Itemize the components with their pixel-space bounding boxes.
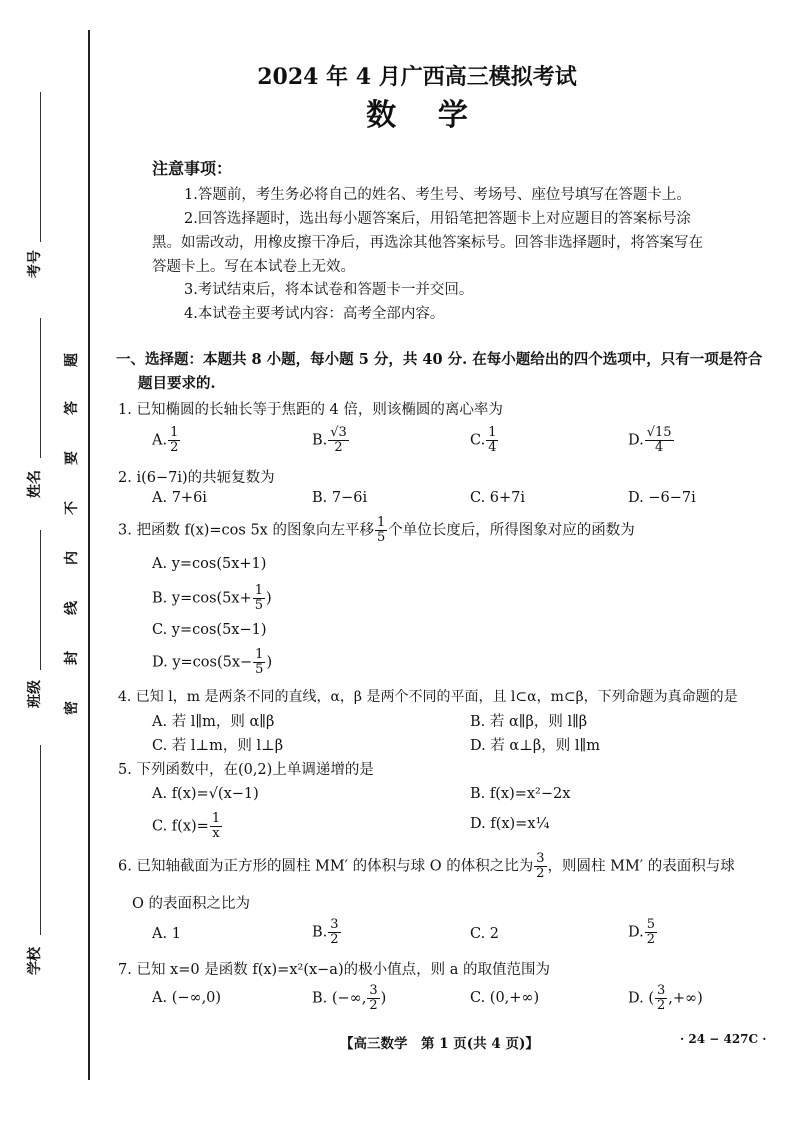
seal-char: 内: [64, 551, 80, 565]
banji-label: 班级: [27, 680, 43, 708]
note-item: 答题卡上。写在本试卷上无效。: [152, 259, 355, 275]
frac-den: 2: [646, 932, 655, 947]
frac-num: 3: [330, 917, 339, 932]
q7-option-b: [312, 984, 386, 1013]
frac-den: 2: [656, 998, 666, 1013]
notes-heading: 注意事项：: [152, 159, 233, 178]
q2-option-c: C. 6+7i: [470, 490, 526, 506]
q6-option-d: [628, 918, 658, 947]
q7-d-part: D. (: [628, 990, 654, 1007]
q2-option-d: D. −6−7i: [628, 490, 696, 506]
option-letter: B.: [312, 924, 328, 941]
q1-option-c: [470, 426, 499, 455]
seal-char: 题: [64, 353, 80, 367]
q3-option-d: [152, 648, 272, 677]
q7-b-part: B. (−∞,: [312, 990, 367, 1007]
xuexiao-label: 学校: [27, 947, 43, 975]
q5-option-d: D. f(x)=x¼: [470, 816, 550, 832]
question-7-stem: 7. 已知 x=0 是函数 f(x)=x²(x−a)的极小值点，则 a 的取值范围为: [118, 962, 550, 978]
q6-option-b: [312, 918, 342, 947]
xuexiao-blank: [40, 745, 41, 935]
question-3-stem: [118, 516, 635, 545]
frac-num: 5: [646, 917, 655, 932]
seal-char: 不: [64, 501, 80, 515]
question-2-stem: 2. i(6−7i)的共轭复数为: [118, 470, 275, 486]
q7-b-part: ): [380, 990, 387, 1007]
frac-den: 4: [488, 440, 497, 455]
frac-den: 5: [376, 530, 386, 545]
q1-option-d: [628, 426, 675, 455]
frac-den: 5: [255, 662, 264, 677]
section-heading-cont: 题目要求的.: [138, 375, 216, 392]
note-item: 黑。如需改动，用橡皮擦干净后，再选涂其他答案标号。回答非选择题时，将答案写在: [152, 235, 703, 251]
q6-option-c: C. 2: [470, 926, 500, 942]
frac-den: 2: [170, 440, 179, 455]
frac-den: 2: [334, 440, 343, 455]
seal-char: 要: [64, 451, 80, 465]
q6-option-a: A. 1: [152, 926, 181, 942]
frac-num: 1: [488, 425, 497, 440]
question-5-stem: 5. 下列函数中，在(0,2)上单调递增的是: [118, 762, 374, 778]
note-item: 3.考试结束后，将本试卷和答题卡一并交回。: [184, 282, 474, 298]
frac-num: √15: [646, 425, 672, 440]
frac-den: x: [212, 826, 220, 841]
q4-option-d: D. 若 α⊥β，则 l∥m: [470, 738, 600, 754]
page-footer: 【高三数学 第 1 页(共 4 页)】: [340, 1036, 539, 1052]
q4-option-b: B. 若 α∥β，则 l∥β: [470, 714, 588, 730]
q3-d-part: D. y=cos(5x−: [152, 654, 253, 671]
q7-option-a: A. (−∞,0): [152, 990, 222, 1006]
q1-option-b: [312, 426, 350, 455]
paper-code: · 24 − 427C ·: [680, 1032, 767, 1046]
question-6-stem: [118, 852, 735, 881]
q5-c-part: C. f(x)=: [152, 818, 209, 835]
q3-b-part: B. y=cos(5x+: [152, 590, 252, 607]
note-item: 2.回答选择题时，选出每小题答案后，用铅笔把答题卡上对应题目的答案标号涂: [184, 211, 691, 227]
q3-option-c: C. y=cos(5x−1): [152, 622, 267, 638]
frac-num: 1: [255, 647, 264, 662]
note-item: 1.答题前，考生务必将自己的姓名、考生号、考场号、座位号填写在答题卡上。: [184, 187, 691, 203]
q5-option-c: [152, 812, 223, 841]
question-1-stem: 1. 已知椭圆的长轴长等于焦距的 4 倍，则该椭圆的离心率为: [118, 402, 503, 418]
seal-char: 密: [64, 701, 80, 715]
seal-char: 答: [64, 401, 80, 415]
q1-option-a: [152, 426, 181, 455]
q5-option-b: B. f(x)=x²−2x: [470, 786, 571, 802]
banji-blank: [40, 530, 41, 670]
q3-option-a: A. y=cos(5x+1): [152, 556, 267, 572]
frac-num: 3: [369, 983, 378, 998]
frac-den: 5: [254, 598, 263, 613]
section-heading: 一、选择题：本题共 8 小题，每小题 5 分，共 40 分. 在每小题给出的四个选项中，只有一项是符合: [116, 351, 763, 368]
frac-den: 4: [654, 440, 664, 455]
frac-num: 1: [254, 583, 263, 598]
frac-num: 3: [656, 983, 666, 998]
frac-num: 1: [170, 425, 179, 440]
q7-d-part: ,+∞): [668, 990, 703, 1007]
q6-stem-part: 6. 已知轴截面为正方形的圆柱 MM′ 的体积与球 O 的体积之比为: [118, 858, 534, 875]
exam-title: 2024 年 4 月广西高三模拟考试: [257, 64, 577, 90]
question-4-stem: 4. 已知 l，m 是两条不同的直线，α，β 是两个不同的平面，且 l⊂α，m⊂β，下列命题为真命题的是: [118, 689, 738, 705]
q3-b-part: ): [266, 590, 272, 607]
frac-num: √3: [330, 425, 347, 440]
binding-line: [88, 30, 90, 1080]
q7-option-d: [628, 984, 703, 1013]
frac-den: 2: [536, 866, 545, 881]
kaohao-label: 考号: [27, 250, 43, 278]
xingming-label: 姓名: [27, 470, 43, 498]
option-letter: D.: [628, 432, 644, 449]
q3-d-part: ): [266, 654, 273, 671]
option-letter: B.: [312, 432, 328, 449]
option-letter: A.: [152, 432, 168, 449]
note-item: 4.本试卷主要考试内容：高考全部内容。: [184, 306, 445, 322]
frac-num: 3: [536, 851, 545, 866]
q2-option-a: A. 7+6i: [152, 490, 207, 506]
q6-stem-part: ，则圆柱 MM′ 的表面积与球: [547, 858, 735, 875]
frac-num: 1: [211, 811, 221, 826]
seal-char: 线: [64, 601, 80, 615]
frac-den: 2: [330, 932, 339, 947]
q4-option-a: A. 若 l∥m，则 α∥β: [152, 714, 275, 730]
question-6-stem-cont: O 的表面积之比为: [132, 896, 250, 912]
subject-title: 数 学: [366, 98, 468, 133]
q2-option-b: B. 7−6i: [312, 490, 368, 506]
q3-option-b: [152, 584, 272, 613]
frac-num: 1: [376, 515, 386, 530]
q4-option-c: C. 若 l⊥m，则 l⊥β: [152, 738, 284, 754]
q3-stem-part: 3. 把函数 f(x)=cos 5x 的图象向左平移: [118, 522, 374, 539]
option-letter: D.: [628, 924, 644, 941]
frac-den: 2: [369, 998, 378, 1013]
q3-stem-part: 个单位长度后，所得图象对应的函数为: [388, 522, 635, 539]
seal-char: 封: [64, 651, 80, 665]
xingming-blank: [40, 318, 41, 458]
q5-option-a: A. f(x)=√(x−1): [152, 786, 259, 802]
q7-option-c: C. (0,+∞): [470, 990, 540, 1006]
option-letter: C.: [470, 432, 486, 449]
